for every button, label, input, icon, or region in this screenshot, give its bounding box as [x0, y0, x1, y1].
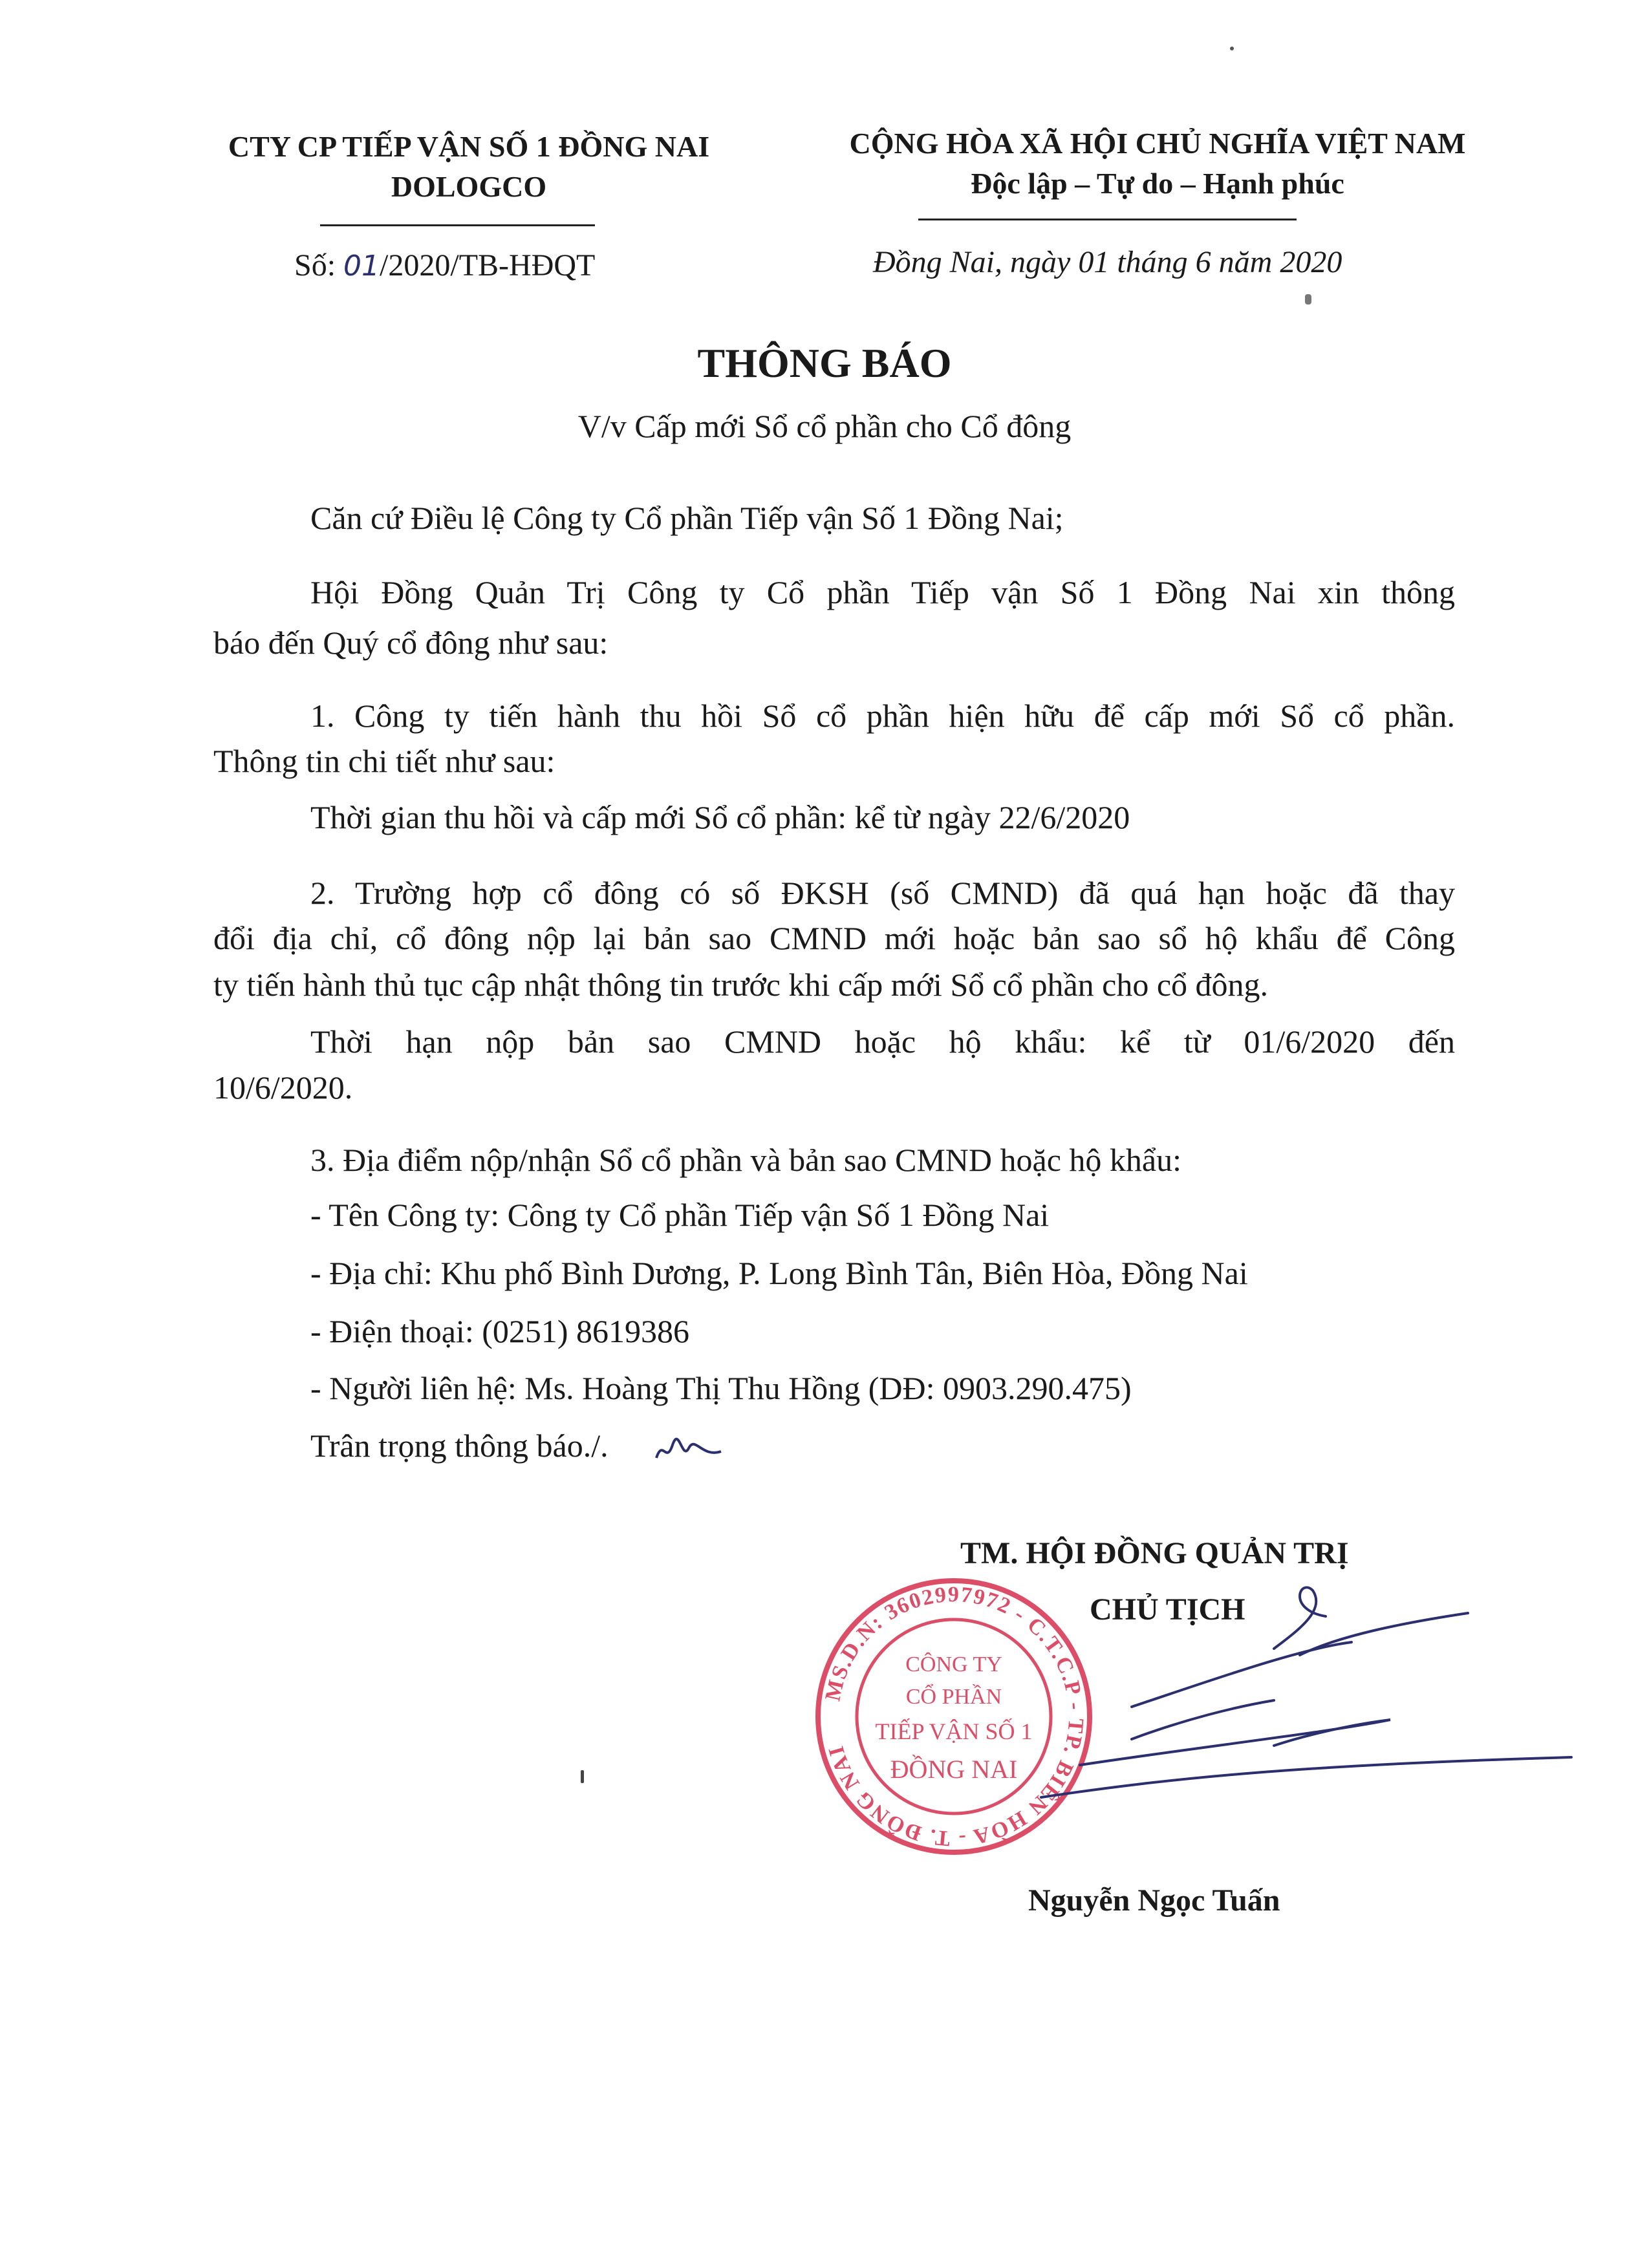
scan-speck [581, 1770, 584, 1783]
place-date: Đồng Nai, ngày 01 tháng 6 năm 2020 [873, 245, 1342, 279]
seal-outer-text: MS.D.N: 3602997972 - C.T.C.P - TP. BIÊN HÒA - T. ĐỒNG NAI [821, 1582, 1088, 1851]
document-number-handwritten: 01 [343, 250, 380, 283]
intro-line-1: Hội Đồng Quản Trị Công ty Cổ phần Tiếp vận Số 1 Đồng Nai xin thông [310, 574, 1455, 610]
company-underline [320, 224, 595, 226]
item2-line-1: 2. Trường hợp cổ đông có số ĐKSH (số CMND) đã quá hạn hoặc đã thay [310, 875, 1455, 911]
document-number [294, 248, 595, 283]
closing-line: Trân trọng thông báo./. [310, 1428, 609, 1464]
national-motto: Độc lập – Tự do – Hạnh phúc [971, 167, 1344, 200]
document-subject: V/v Cấp mới Sổ cổ phần cho Cổ đông [577, 408, 1072, 444]
document-number-suffix: /2020/TB-HĐQT [380, 248, 596, 283]
item2-line-3: ty tiến hành thủ tục cập nhật thông tin trước khi cấp mới Sổ cổ phần cho cổ đông. [213, 967, 1269, 1003]
signatory-name: Nguyễn Ngọc Tuấn [1028, 1883, 1280, 1918]
item2-line-2: đổi địa chỉ, cổ đông nộp lại bản sao CMND mới hoặc bản sao sổ hộ khẩu để Công [213, 920, 1455, 956]
handwritten-signature [938, 1552, 1584, 1875]
item2-time-line-2: 10/6/2020. [213, 1069, 353, 1106]
phone-line: - Điện thoại: (0251) 8619386 [310, 1313, 690, 1349]
country-name: CỘNG HÒA XÃ HỘI CHỦ NGHĨA VIỆT NAM [849, 127, 1466, 160]
seal-inner-line-4: ĐỒNG NAI [890, 1755, 1018, 1784]
item1-line-1: 1. Công ty tiến hành thu hồi Sổ cổ phần hiện hữu để cấp mới Sổ cổ phần. [310, 698, 1455, 734]
company-name: CTY CP TIẾP VẬN SỐ 1 ĐỒNG NAI [228, 130, 710, 163]
intro-line-2: báo đến Quý cổ đông như sau: [213, 625, 609, 661]
legal-basis: Căn cứ Điều lệ Công ty Cổ phần Tiếp vận Số 1 Đồng Nai; [310, 500, 1064, 536]
initial-mark [653, 1432, 724, 1471]
scan-speck [1305, 294, 1311, 305]
company-name-line: - Tên Công ty: Công ty Cổ phần Tiếp vận Số 1 Đồng Nai [310, 1197, 1050, 1233]
address-line: - Địa chỉ: Khu phố Bình Dương, P. Long Bình Tân, Biên Hòa, Đồng Nai [310, 1255, 1248, 1291]
seal-inner-line-3: TIẾP VẬN SỐ 1 [875, 1718, 1033, 1744]
contact-line: - Người liên hệ: Ms. Hoàng Thị Thu Hồng (DĐ: 0903.290.475) [310, 1370, 1132, 1406]
seal-inner-line-2: CỔ PHẦN [905, 1685, 1002, 1709]
document-number-prefix: Số: [294, 248, 344, 283]
item1-time: Thời gian thu hồi và cấp mới Sổ cổ phần: kể từ ngày 22/6/2020 [310, 799, 1130, 835]
motto-underline [918, 219, 1297, 220]
signature-position: CHỦ TỊCH [1090, 1592, 1245, 1627]
item2-time-line-1: Thời hạn nộp bản sao CMND hoặc hộ khẩu: kể từ 01/6/2020 đến [310, 1023, 1455, 1060]
seal-inner-line-1: CÔNG TY [905, 1653, 1002, 1676]
document-title: THÔNG BÁO [697, 340, 952, 386]
item1-line-2: Thông tin chi tiết như sau: [213, 743, 555, 779]
company-abbreviation: DOLOGCO [391, 170, 547, 203]
scan-speck [1230, 47, 1234, 50]
signature-on-behalf: TM. HỘI ĐỒNG QUẢN TRỊ [960, 1536, 1349, 1570]
item3-heading: 3. Địa điểm nộp/nhận Sổ cổ phần và bản sao CMND hoặc hộ khẩu: [310, 1142, 1181, 1178]
